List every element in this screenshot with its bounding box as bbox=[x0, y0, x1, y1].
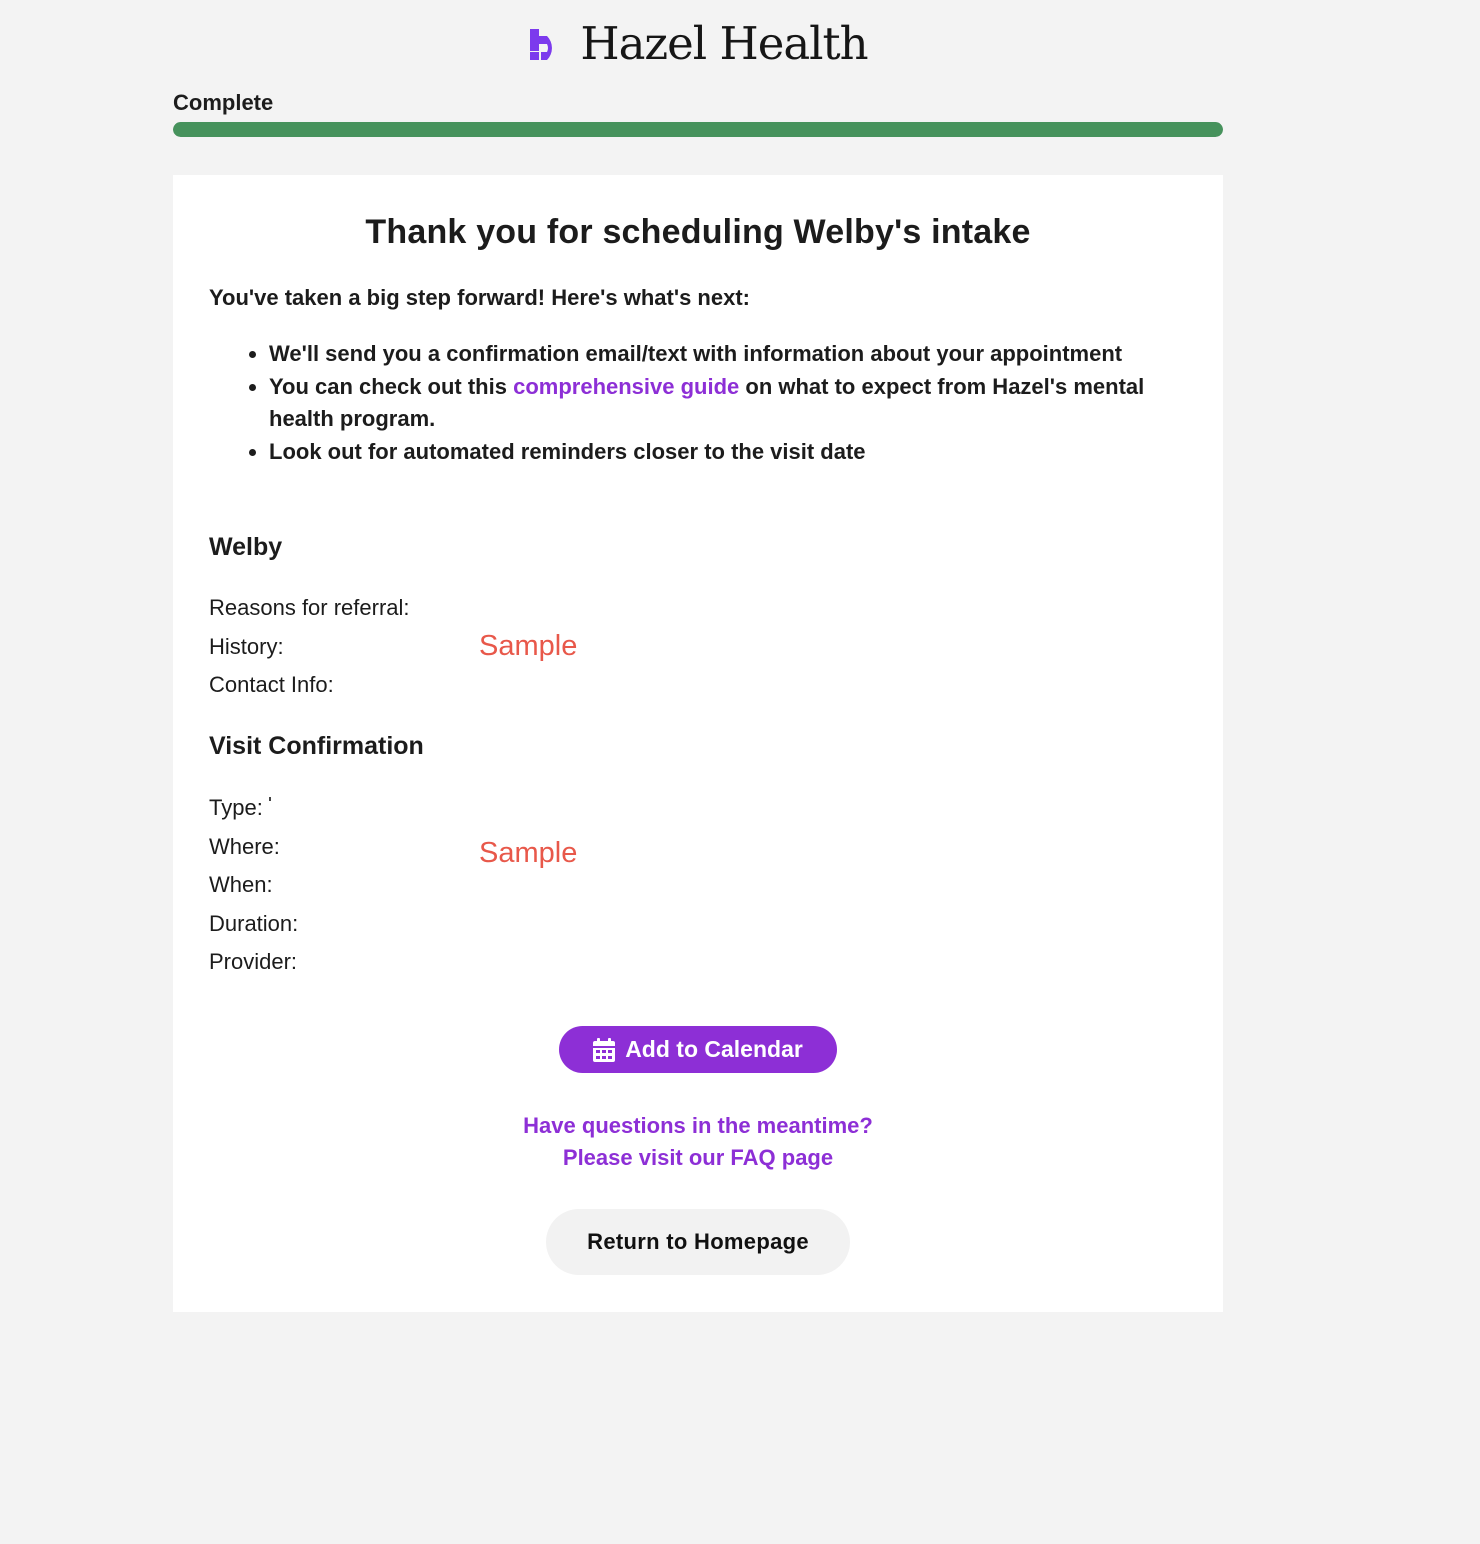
progress-label: Complete bbox=[173, 90, 274, 115]
faq-link-line1[interactable]: Have questions in the meantime? bbox=[523, 1113, 873, 1138]
return-to-homepage-button[interactable]: Return to Homepage bbox=[546, 1209, 850, 1275]
calendar-icon bbox=[593, 1038, 615, 1062]
redacted-mark bbox=[269, 797, 271, 801]
field-label: History: bbox=[209, 633, 284, 659]
list-item bbox=[269, 338, 1209, 371]
faq-block bbox=[173, 1110, 1223, 1174]
intro-text: You've taken a big step forward! Here's what's next: bbox=[209, 285, 750, 310]
page-title: Thank you for scheduling Welby's intake bbox=[365, 213, 1031, 251]
next-steps-list bbox=[209, 338, 1209, 468]
student-heading: Welby bbox=[209, 533, 283, 561]
student-details bbox=[209, 589, 410, 705]
add-to-calendar-button[interactable] bbox=[559, 1026, 837, 1073]
field-label: Reasons for referral: bbox=[209, 595, 410, 620]
list-item bbox=[269, 436, 1209, 469]
next-step-text: You can check out this bbox=[269, 373, 514, 399]
field-label-text: Type: bbox=[209, 795, 263, 820]
field-label: Provider: bbox=[209, 949, 298, 974]
visit-details bbox=[209, 789, 298, 982]
sample-overlay: Sample bbox=[479, 630, 578, 662]
field-label bbox=[209, 789, 298, 828]
next-step-text: on what to expect from Hazel's mental health program. bbox=[269, 373, 1145, 431]
faq-link[interactable]: Please visit our FAQ page bbox=[562, 1145, 834, 1170]
next-step-text: Look out for automated reminders closer to the visit date bbox=[269, 438, 866, 464]
brand-logo[interactable] bbox=[0, 18, 1396, 70]
progress-fill bbox=[173, 122, 1223, 137]
progress-bar bbox=[173, 122, 1223, 137]
field-label: Duration: bbox=[209, 910, 299, 936]
hazel-plus-icon bbox=[528, 25, 566, 63]
sample-overlay: Sample bbox=[479, 837, 578, 869]
field-label: Contact Info: bbox=[209, 672, 334, 697]
brand-name: Hazel Health bbox=[580, 17, 868, 70]
visit-heading: Visit Confirmation bbox=[209, 732, 424, 760]
list-item bbox=[269, 371, 1209, 436]
add-to-calendar-label: Add to Calendar bbox=[625, 1036, 803, 1062]
confirmation-card bbox=[173, 175, 1223, 1312]
field-label: Where: bbox=[209, 833, 280, 859]
comprehensive-guide-link[interactable]: comprehensive guide bbox=[513, 373, 740, 399]
field-label: When: bbox=[209, 872, 273, 897]
next-step-text: We'll send you a confirmation email/text with information about your appointment bbox=[269, 341, 1123, 366]
